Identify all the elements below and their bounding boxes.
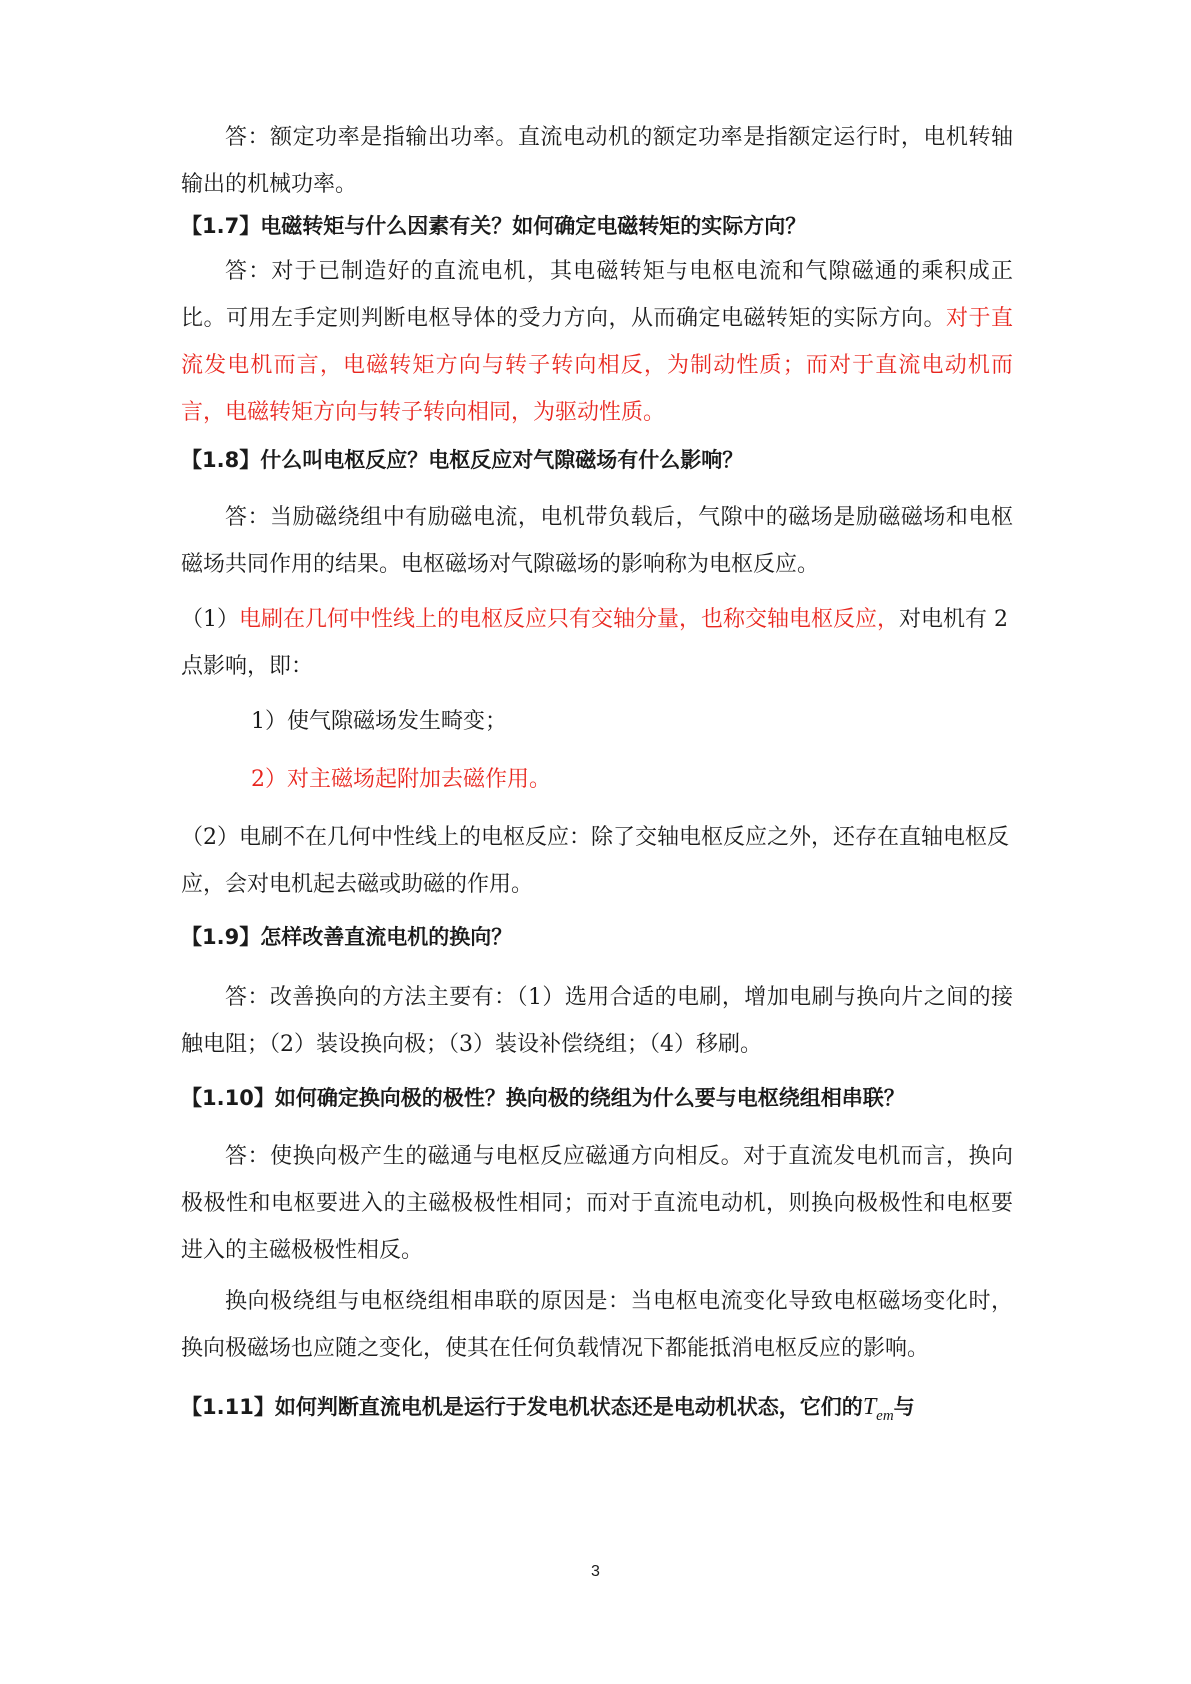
answer-1-8-subpoint-1: 1）使气隙磁场发生畸变； xyxy=(251,709,507,734)
answer-1-9: 答：改善换向的方法主要有：（1）选用合适的电刷，增加电刷与换向片之间的接触电阻；（2）装设换向极；（3）装设补偿绕组；（4）移刷。 xyxy=(181,985,1013,1057)
question-1-11 xyxy=(181,1384,1013,1440)
answer-1-7-highlight: 对于直流发电机而言，电磁转矩方向与转子转向相反，为制动性质；而对于直流电动机而言，电磁转矩方向与转子转向相同，为驱动性质。 xyxy=(181,306,1013,425)
answer-1-8-intro: 答：当励磁绕组中有励磁电流，电机带负载后，气隙中的磁场是励磁磁场和电枢磁场共同作用的结果。电枢磁场对气隙磁场的影响称为电枢反应。 xyxy=(181,505,1013,577)
question-1-9: 【1.9】怎样改善直流电机的换向？ xyxy=(181,925,513,949)
answer-1-8-point-1 xyxy=(181,596,1013,690)
answer-1-7 xyxy=(181,248,1013,436)
question-1-11-text: 【1.11】如何判断直流电机是运行于发电机状态还是电动机状态，它们的 xyxy=(181,1395,863,1419)
answer-1-8-point-2: （2）电刷不在几何中性线上的电枢反应：除了交轴电枢反应之外，还存在直轴电枢反应，会对电机起去磁或助磁的作用。 xyxy=(181,825,1009,897)
answer-1-8-point-1-highlight: 电刷在几何中性线上的电枢反应只有交轴分量，也称交轴电枢反应， xyxy=(239,607,900,632)
answer-1-8-subpoint-2: 2）对主磁场起附加去磁作用。 xyxy=(251,767,551,792)
question-1-8: 【1.8】什么叫电枢反应？电枢反应对气隙磁场有什么影响？ xyxy=(181,448,744,472)
answer-1-10-paragraph-2: 换向极绕组与电枢绕组相串联的原因是：当电枢电流变化导致电枢磁场变化时，换向极磁场也应随之变化，使其在任何负载情况下都能抵消电枢反应的影响。 xyxy=(181,1289,1013,1361)
answer-1-8-point-1-rest: 对电机有 2 点影响，即： xyxy=(181,607,1009,679)
torque-symbol: $T_{em}$ xyxy=(862,1394,894,1424)
answer-1-7-text: 答：对于已制造好的直流电机，其电磁转矩与电枢电流和气隙磁通的乘积成正比。可用左手定则判断电枢导体的受力方向，从而确定电磁转矩的实际方向。 xyxy=(181,259,1013,331)
answer-1-10-paragraph-1: 答：使换向极产生的磁通与电枢反应磁通方向相反。对于直流发电机而言，换向极极性和电枢要进入的主磁极极性相同；而对于直流电动机，则换向极极性和电枢要进入的主磁极极性相反。 xyxy=(181,1144,1013,1263)
answer-1-6-continued: 答：额定功率是指输出功率。直流电动机的额定功率是指额定运行时，电机转轴输出的机械功率。 xyxy=(181,125,1013,197)
question-1-11-text-end: 与 xyxy=(893,1395,915,1419)
question-1-10: 【1.10】如何确定换向极的极性？换向极的绕组为什么要与电枢绕组相串联？ xyxy=(181,1086,905,1110)
question-1-7: 【1.7】电磁转矩与什么因素有关？如何确定电磁转矩的实际方向？ xyxy=(181,214,807,238)
page-number: 3 xyxy=(591,1563,600,1580)
answer-1-8-point-1-number: （1） xyxy=(181,607,239,632)
